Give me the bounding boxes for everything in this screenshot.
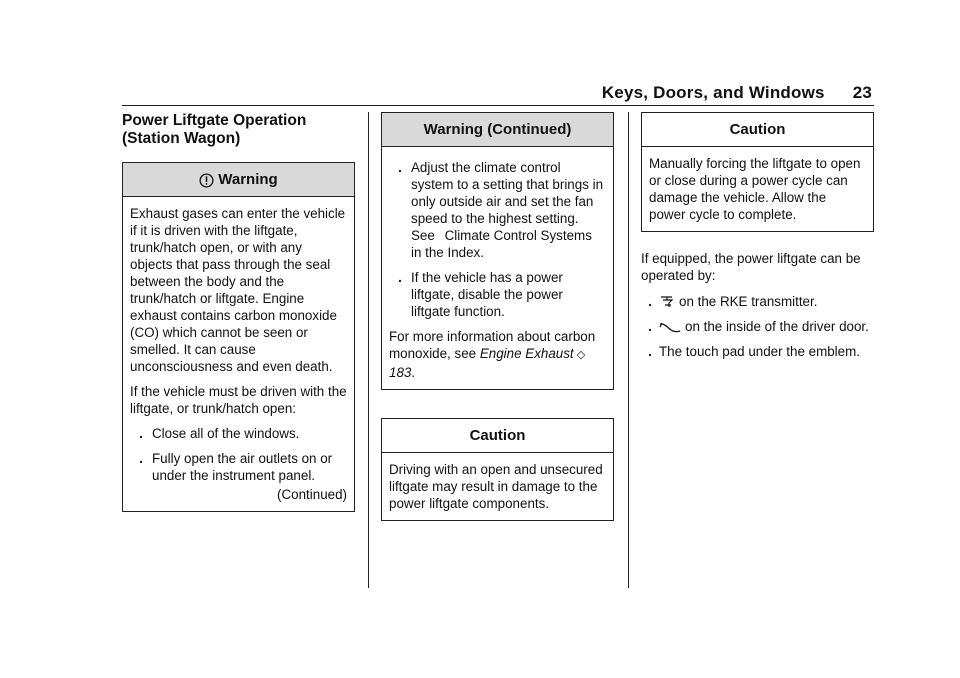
list-item — [641, 343, 874, 360]
list-item-text: Fully open the air outlets on or under the instrument panel. — [152, 451, 333, 483]
header-rule — [122, 105, 874, 106]
warning-heading-text: Warning — [218, 171, 278, 188]
bullet-icon: . — [648, 294, 652, 309]
list-item — [389, 269, 606, 320]
section-heading — [122, 112, 355, 148]
bullet-text: on the inside of the driver door. — [685, 319, 869, 335]
list-item — [641, 318, 874, 335]
caution-heading: Caution — [642, 113, 873, 147]
bullet-icon: . — [398, 160, 402, 175]
warning-icon — [199, 173, 214, 188]
caution-box — [641, 112, 874, 232]
warning-para-1: Exhaust gases can enter the vehicle if it is driven with the liftgate, trunk/hatch open, or with any objects that pass through the seal between the body and the trunk/hatch or liftgate. Engine exhaust contains carbon monoxide (CO) which cannot be seen or smelled. It can cause unconsciousness and even death. — [130, 206, 346, 374]
caution-heading: Caution — [382, 419, 613, 453]
page-reference-icon: ◇ — [573, 349, 586, 361]
more-info-text — [389, 328, 606, 381]
caution-body: Driving with an open and unsecured liftgate may result in damage to the power liftgate components. — [389, 462, 603, 511]
cross-reference-link[interactable]: Engine — [479, 346, 522, 361]
period: . — [411, 365, 416, 380]
list-item — [641, 293, 874, 310]
list-item-text — [659, 293, 874, 310]
warning-continued-body — [382, 147, 613, 389]
section-heading-line2: (Station Wagon) — [122, 130, 241, 147]
intro-text: If equipped, the power liftgate can be operated by: — [641, 251, 861, 283]
caution-body: Manually forcing the liftgate to open or close during a power cycle can damage the vehicle. Allow the power cycle to complete. — [649, 156, 861, 222]
liftgate-switch-icon — [659, 321, 681, 335]
warning-heading — [123, 163, 354, 197]
warning-para-2: If the vehicle must be driven with the liftgate, or trunk/hatch open: — [130, 384, 347, 416]
list-item — [130, 450, 347, 484]
page-reference[interactable]: 183 — [389, 365, 412, 380]
cross-reference-link[interactable]: Exhaust — [525, 346, 574, 361]
warning-box — [122, 162, 355, 512]
bullet-icon: . — [139, 451, 143, 466]
list-item-text: The touch pad under the emblem. — [659, 344, 860, 360]
list-item — [130, 425, 347, 442]
list-item — [389, 159, 606, 261]
bullet-icon: . — [648, 319, 652, 335]
page-header — [602, 83, 872, 103]
column-divider — [368, 112, 369, 588]
section-heading-line1: Power Liftgate Operation — [122, 112, 307, 129]
bullet-text-tail: in the Index. — [411, 245, 484, 260]
list-item-text — [411, 159, 606, 261]
bullet-icon: . — [648, 344, 652, 360]
cross-reference-link[interactable]: Climate Control Systems — [444, 228, 592, 243]
warning-body — [123, 197, 354, 511]
column-divider — [628, 112, 629, 588]
list-item-text: Close all of the windows. — [152, 426, 300, 441]
bullet-text: on the RKE transmitter. — [679, 294, 818, 309]
caution-box — [381, 418, 614, 521]
liftgate-remote-icon — [659, 294, 675, 310]
bullet-text: Adjust the climate control system to a setting that brings in only outside air and set the fan speed to the highest setting. See — [411, 160, 604, 243]
warning-continued-heading: Warning (Continued) — [382, 113, 613, 147]
column-3 — [641, 112, 874, 368]
column-2 — [381, 112, 614, 521]
continued-label: (Continued) — [277, 487, 347, 502]
section-title: Keys, Doors, and Windows — [601, 83, 825, 102]
page-number: 23 — [852, 83, 872, 102]
list-item-text: If the vehicle has a power liftgate, disable the power liftgate function. — [411, 270, 563, 319]
column-1 — [122, 112, 355, 512]
warning-continued-box — [381, 112, 614, 390]
bullet-icon: . — [398, 270, 402, 285]
list-item-text — [659, 318, 874, 335]
bullet-icon: . — [139, 426, 143, 441]
more-info-lead: For more information about carbon monoxide, see — [389, 329, 596, 361]
operation-text — [641, 250, 874, 360]
